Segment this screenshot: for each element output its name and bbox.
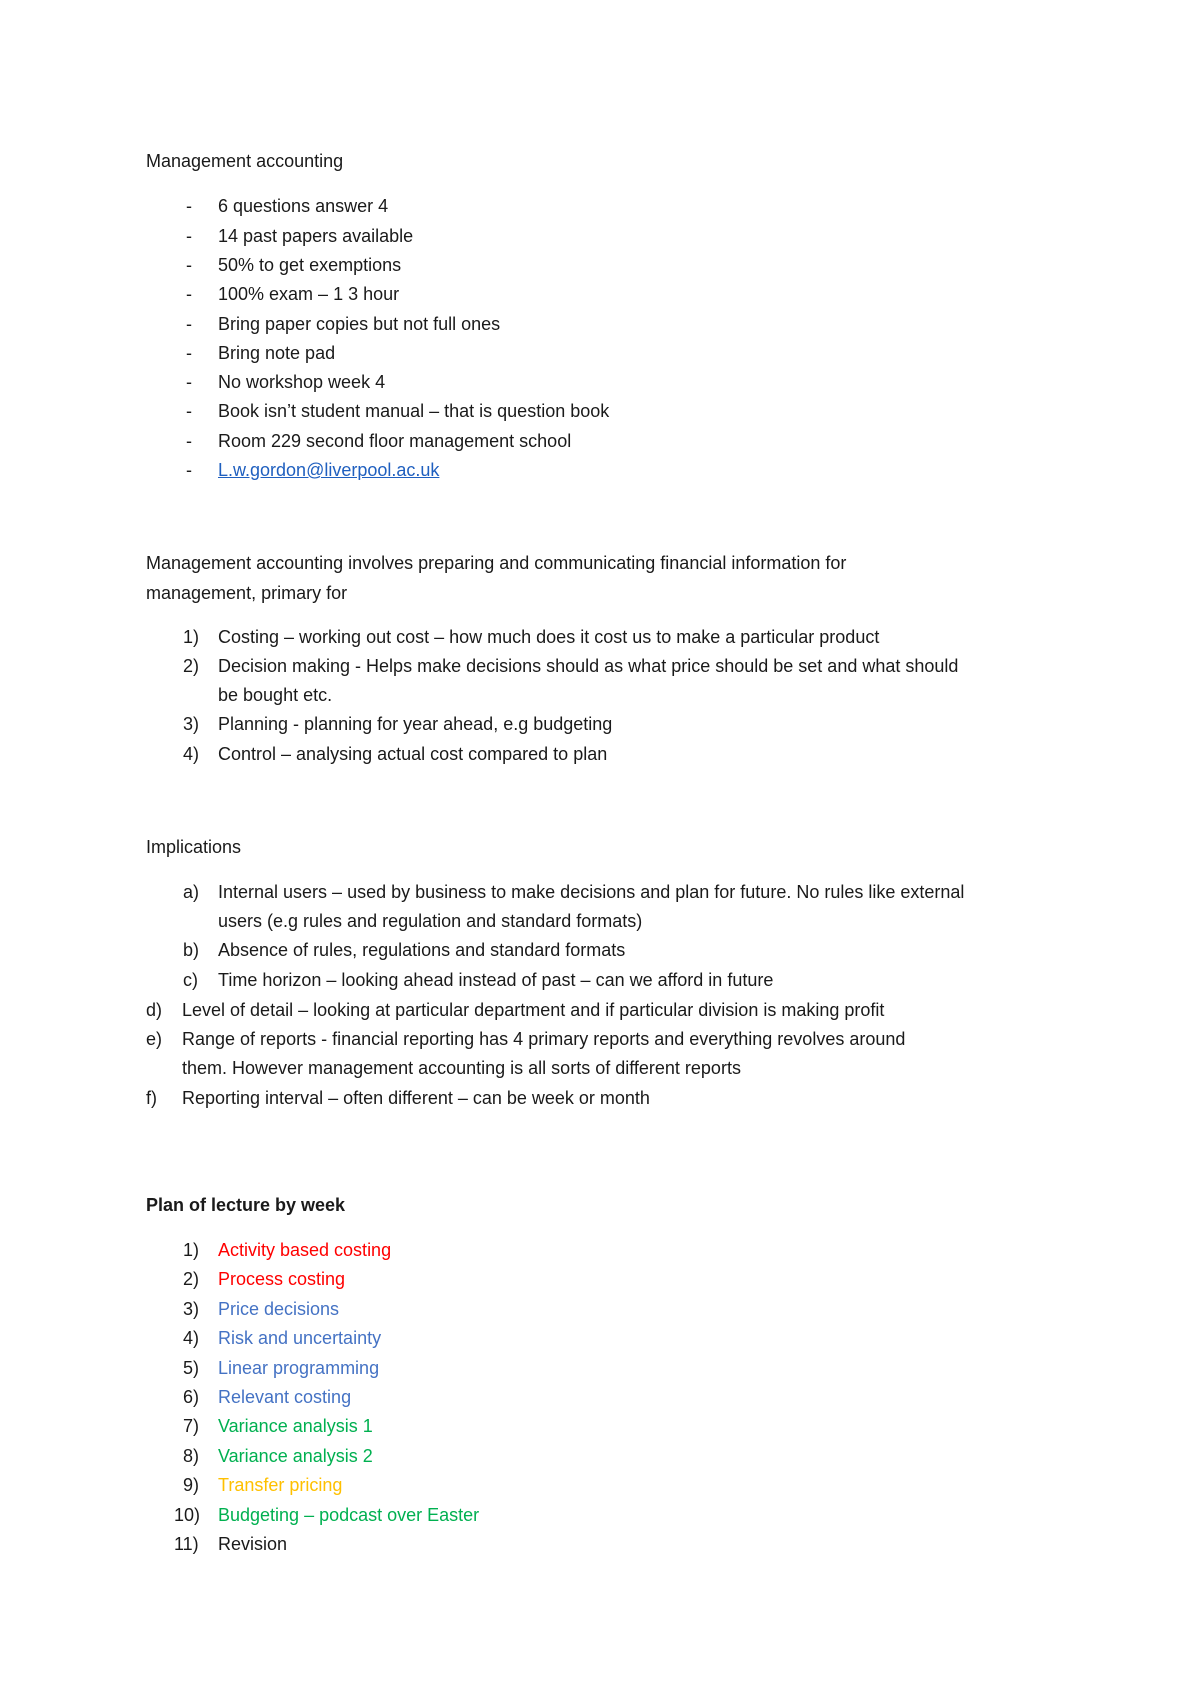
plan-item-number: 11) xyxy=(174,1534,199,1554)
list-item-number: 4) xyxy=(183,744,200,764)
list-item-text: Planning - planning for year ahead, e.g budgeting xyxy=(218,714,613,734)
plan-item-label: Transfer pricing xyxy=(218,1475,343,1495)
list-item-dash: - xyxy=(186,226,192,246)
list-item-text: Reporting interval – often different – can be week or month xyxy=(182,1088,650,1108)
list-item-dash: - xyxy=(186,343,192,363)
list-item-dash: - xyxy=(186,314,192,334)
list-item-text: Control – analysing actual cost compared to plan xyxy=(218,744,608,764)
list-item-number: 3) xyxy=(183,714,200,734)
plan-item-label: Linear programming xyxy=(218,1358,380,1378)
plan-item-label: Risk and uncertainty xyxy=(218,1328,382,1348)
list-item-dash: - xyxy=(186,284,192,304)
list-item-number: 1) xyxy=(183,627,200,647)
list-item-dash: - xyxy=(186,196,192,216)
list-item-text: Decision making - Helps make decisions should as what price should be set and what should xyxy=(218,656,959,676)
plan-item-number: 1) xyxy=(183,1240,200,1260)
list-item-dash: - xyxy=(186,255,192,275)
email-link[interactable]: L.w.gordon@liverpool.ac.uk xyxy=(218,460,440,480)
plan-item-label: Budgeting – podcast over Easter xyxy=(218,1505,480,1525)
definition-line-2: management, primary for xyxy=(146,583,348,603)
list-item-text: users (e.g rules and regulation and standard formats) xyxy=(218,911,643,931)
list-item-text: Absence of rules, regulations and standard formats xyxy=(218,940,626,960)
list-item-text: Room 229 second floor management school xyxy=(218,431,572,451)
list-item-text: 50% to get exemptions xyxy=(218,255,402,275)
plan-item-number: 7) xyxy=(183,1416,200,1436)
plan-item-label: Activity based costing xyxy=(218,1240,392,1260)
list-item-number: 2) xyxy=(183,656,200,676)
plan-item-number: 4) xyxy=(183,1328,200,1348)
list-item-text: Bring note pad xyxy=(218,343,336,363)
plan-item-number: 6) xyxy=(183,1387,200,1407)
list-item-text: Time horizon – looking ahead instead of past – can we afford in future xyxy=(218,970,774,990)
list-item-text: 6 questions answer 4 xyxy=(218,196,389,216)
plan-item-number: 10) xyxy=(174,1505,201,1525)
list-item-text: Bring paper copies but not full ones xyxy=(218,314,501,334)
list-item-text: 14 past papers available xyxy=(218,226,414,246)
list-item-text: Range of reports - financial reporting has 4 primary reports and everything revolves around xyxy=(182,1029,906,1049)
list-item-dash: - xyxy=(186,431,192,451)
plan-item-label: Process costing xyxy=(218,1269,346,1289)
list-item-text: be bought etc. xyxy=(218,685,333,705)
list-item-text: 100% exam – 1 3 hour xyxy=(218,284,400,304)
list-item-text: Costing – working out cost – how much does it cost us to make a particular product xyxy=(218,627,880,647)
list-item-letter: d) xyxy=(146,1000,163,1020)
plan-heading: Plan of lecture by week xyxy=(146,1195,346,1215)
list-item-text: them. However management accounting is all sorts of different reports xyxy=(182,1058,741,1078)
plan-item-label: Revision xyxy=(218,1534,288,1554)
definition-line-1: Management accounting involves preparing and communicating financial information for xyxy=(146,553,847,573)
plan-item-number: 5) xyxy=(183,1358,200,1378)
plan-item-number: 9) xyxy=(183,1475,200,1495)
plan-item-number: 3) xyxy=(183,1299,200,1319)
plan-item-number: 2) xyxy=(183,1269,200,1289)
plan-item-label: Relevant costing xyxy=(218,1387,352,1407)
list-item-dash: - xyxy=(186,401,192,421)
list-item-dash: - xyxy=(186,372,192,392)
intro-heading: Management accounting xyxy=(146,151,344,171)
plan-item-label: Variance analysis 2 xyxy=(218,1446,373,1466)
plan-item-number: 8) xyxy=(183,1446,200,1466)
list-item-text: No workshop week 4 xyxy=(218,372,386,392)
list-item-dash: - xyxy=(186,460,192,480)
list-item-text: Level of detail – looking at particular department and if particular division is making profit xyxy=(182,1000,885,1020)
list-item-letter: f) xyxy=(146,1088,157,1108)
implications-heading: Implications xyxy=(146,837,242,857)
list-item-letter: c) xyxy=(183,970,198,990)
list-item-text: Book isn’t student manual – that is question book xyxy=(218,401,610,421)
plan-item-label: Variance analysis 1 xyxy=(218,1416,373,1436)
plan-item-label: Price decisions xyxy=(218,1299,340,1319)
list-item-letter: b) xyxy=(183,940,200,960)
list-item-text: Internal users – used by business to make decisions and plan for future. No rules like external xyxy=(218,882,965,902)
list-item-letter: e) xyxy=(146,1029,163,1049)
list-item-letter: a) xyxy=(183,882,200,902)
